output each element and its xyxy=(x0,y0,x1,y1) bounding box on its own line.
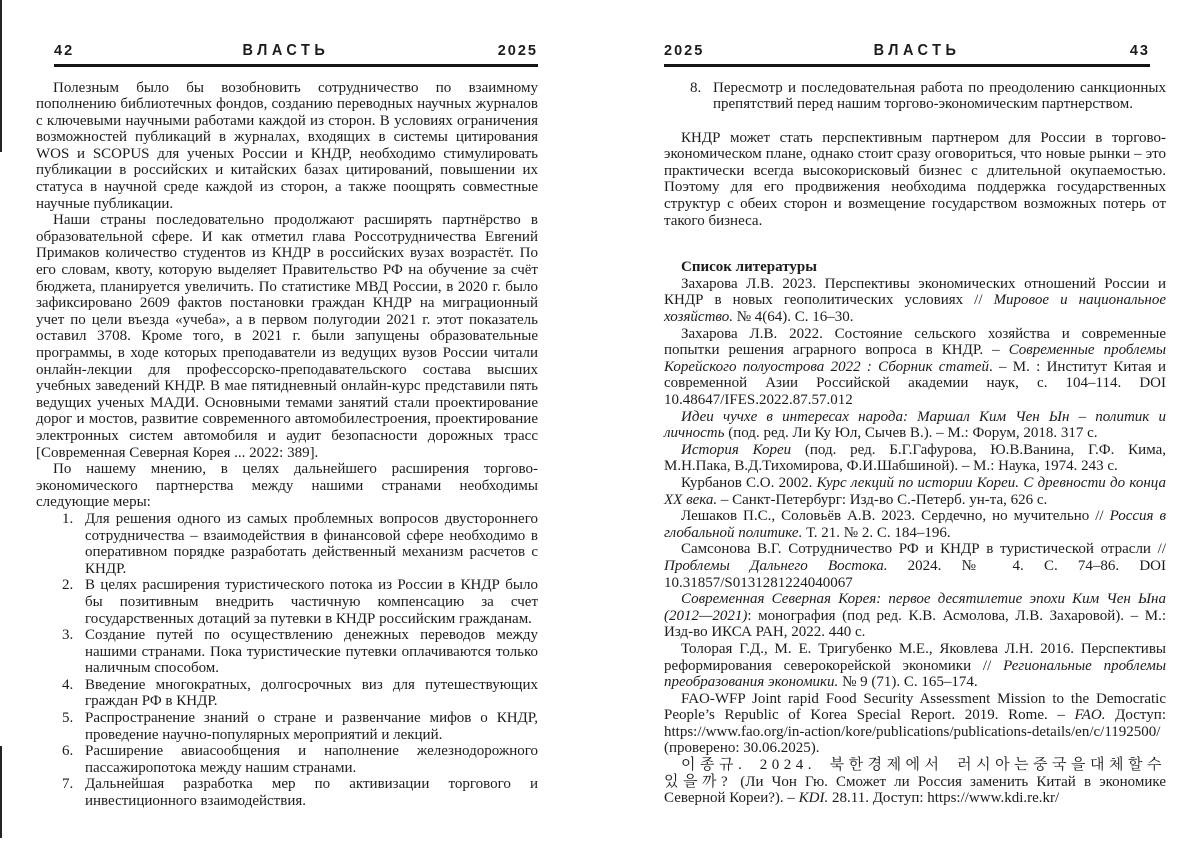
reference-text: Толорая Г.Д., М. Е. Тригубенко М.Е., Яковлева Л.Н. 2016. Перспективы реформирования северокорейской экономики // xyxy=(664,640,1166,674)
reference-entry xyxy=(664,641,1166,691)
list-item-text: В целях расширения туристического потока из России в КНДР было бы позитивным внедрить частичную компенсацию за счет государственных дотаций за путевки в КНДР российским гражданам. xyxy=(85,577,538,627)
reference-text: (Ли Чон Гю. Сможет ли Россия заменить Китай в экономике Северной Кореи?). – xyxy=(664,773,1166,807)
reference-text: (под. ред. Ли Ку Юл, Сычев В.). – М.: Форум, 2018. 317 с. xyxy=(724,425,1098,442)
reference-title-italic: История Кореи xyxy=(681,441,792,458)
reference-text: № 4(64). С. 16–30. xyxy=(732,309,854,326)
reference-entry xyxy=(664,541,1166,591)
year-left: 2025 xyxy=(497,43,538,59)
reference-title-italic: Идеи чучхе в интересах народа: Маршал Ким Чен Ын – политик и личность xyxy=(664,408,1166,442)
reference-entry xyxy=(664,409,1166,442)
reference-title-italic: Россия в глобальной политике. xyxy=(664,508,1166,541)
list-item-text: Пересмотр и последовательная работа по преодолению санкционных препятствий перед нашим торгово-экономическим партнерством. xyxy=(713,79,1166,113)
list-item xyxy=(36,511,538,577)
list-item xyxy=(36,743,538,776)
page-header-left xyxy=(54,44,538,67)
reference-title-italic: Проблемы Дальнего Востока. xyxy=(664,557,888,574)
list-item-number: 5. xyxy=(62,710,74,727)
reference-text: 이종규. 2024. 북한경제에서 러시아는중국을대체할수 있을까? xyxy=(664,757,1166,790)
left-paragraphs xyxy=(36,80,538,511)
journal-title-left: ВЛАСТЬ xyxy=(242,42,330,60)
reference-entry xyxy=(664,508,1166,541)
reference-text: (под. ред. Б.Г.Гафурова, Ю.В.Ванина, Г.Ф. Кима, М.Н.Пака, В.Д.Тихомирова, Ф.И.Шабшиной). – М.: Наука, 1974. 243 с. xyxy=(664,441,1166,475)
list-item-number: 1. xyxy=(62,510,74,527)
reference-text: № 9 (71). С. 165–174. xyxy=(838,674,978,691)
list-item-number: 4. xyxy=(62,676,74,693)
journal-title-right: ВЛАСТЬ xyxy=(873,42,961,60)
reference-entry xyxy=(664,276,1166,326)
list-item-number: 3. xyxy=(62,627,74,644)
list-item-text: Для решения одного из самых проблемных вопросов двустороннего сотрудничества – взаимодействия в финансовой сфере необходимо в оперативном порядке разработать действенный механизм расчетов с КНДР. xyxy=(85,510,538,577)
list-item xyxy=(36,627,538,677)
reference-title-italic: Курс лекций по истории Кореи. С древности до конца XX века. xyxy=(664,474,1166,508)
list-item-text: Введение многократных, долгосрочных виз для путешествующих граждан РФ в КНДР. xyxy=(85,676,538,710)
reference-title-italic: Современная Северная Корея: первое десятилетие эпохи Ким Чен Ына (2012—2021) xyxy=(664,591,1166,624)
reference-entry xyxy=(664,326,1166,409)
right-numbered-list xyxy=(664,80,1166,113)
reference-text: Доступ: https://www.fao.org/in-action/kore/publications/publications-details/en/c/1192500/ (проверено: 30.06.2025). xyxy=(664,707,1166,757)
page-number-left: 42 xyxy=(54,43,75,59)
list-item-text: Распространение знаний о стране и развенчание мифов о КНДР, проведение научно-популярных мероприятий и лекций. xyxy=(85,710,538,743)
reference-text: – Санкт-Петербург: Изд-во С.-Петерб. ун-та, 626 с. xyxy=(717,491,1048,508)
list-item xyxy=(36,776,538,809)
page-body-right xyxy=(664,80,1166,807)
reference-text: FAO-WFP Joint rapid Food Security Assessment Mission to the Democratic People’s Republic of Korea Special Report. 2019. Rome. – xyxy=(664,690,1166,724)
list-item xyxy=(36,710,538,743)
reference-text: 28.11. Доступ: https://www.kdi.re.kr/ xyxy=(828,790,1060,807)
reference-title-italic: KDI. xyxy=(798,790,829,807)
reference-text: : монография (под ред. К.В. Асмолова, Л.В. Захаровой). – М.: Изд-во ИКСА РАН, 2022. 440 с. xyxy=(664,607,1166,641)
reference-entry xyxy=(664,757,1166,807)
references-heading: Список литературы xyxy=(681,259,817,276)
list-item-number: 7. xyxy=(62,776,74,793)
reference-entry xyxy=(664,475,1166,508)
reference-entry xyxy=(664,591,1166,641)
list-item-number: 2. xyxy=(62,577,74,594)
list-item-text: Расширение авиасообщения и наполнение железнодорожного пассажиропотока между нашим странами. xyxy=(85,743,538,776)
reference-title-italic: Мировое и национальное хозяйство. xyxy=(664,292,1166,326)
reference-text: 2024. № 4. С. 74–86. DOI 10.31857/S0131281224040067 xyxy=(664,557,1166,591)
list-item-number: 8. xyxy=(690,79,702,96)
reference-text: Захарова Л.В. 2022. Состояние сельского хозяйства и современные попытки решения аграрного вопроса в КНДР. – xyxy=(664,325,1166,359)
page-43 xyxy=(600,0,1200,852)
reference-title-italic: Региональные проблемы преобразования экономики. xyxy=(664,657,1166,691)
reference-text: Курбанов С.О. 2002. xyxy=(681,474,817,491)
paragraph: Наши страны последовательно продолжают расширять партнёрство в образовательной сфере. И как отметил глава Россотрудничества Евгений Примаков количество студентов из КНДР в российских вузах возрастёт. По его словам, квоту, которую выделяет Правительство РФ на обучение за счёт бюджета, планируется увеличить. По статистике МВД России, в 2020 г. было зафиксировано 2609 фактов постановки граждан КНДР на миграционный учет по цели въезда «учеба», а в первом полугодии 2021 г. этот показатель оставил 3708. Кроме того, в 2021 г. были запущены образовательные программы, в ходе которых преподаватели из ведущих вузов России читали онлайн-лекции для профессорско-преподавательского состава высших учебных заведений КНДР. В мае пятидневный онлайн-курс представили пять ведущих ученых МАДИ. Основными темами занятий стали проектирование дорог и мостов, развитие современного автомобилестроения, проектирование электронных систем автомобиля и аудит безопасности дорожных трасс [Современная Северная Корея ... 2022: 389]. xyxy=(36,212,538,461)
page-header-right xyxy=(664,44,1150,67)
paragraph: Полезным было бы возобновить сотрудничество по взаимному пополнению библиотечных фондов, созданию переводных научных журналов с ключевыми научными работами каждой из сторон. В условиях ограничения возможностей публикаций в журналах, входящих в системы цитирования WOS и SCOPUS для ученых России и КНДР, необходимо стимулировать публикации в российских и китайских базах цитирований, повышении их статуса в научной среде каждой из сторон, а также поощрять совместные научные публикации. xyxy=(36,79,538,212)
left-numbered-list xyxy=(36,511,538,810)
page-number-right: 43 xyxy=(1129,43,1150,59)
reference-entry xyxy=(664,691,1166,757)
references-list xyxy=(664,276,1166,807)
page-body-left xyxy=(36,80,538,810)
reference-title-italic: Современные проблемы Корейского полуострова 2022 : Сборник статей xyxy=(664,342,1166,375)
list-item-number: 6. xyxy=(62,743,74,760)
reference-text: Самсонова В.Г. Сотрудничество РФ и КНДР в туристической отрасли // xyxy=(681,541,1166,558)
reference-text: . – М. : Институт Китая и современной Азии Российской академии наук, с. 104–114. DOI 10.48647/IFES.2022.87.57.012 xyxy=(664,358,1167,408)
list-item-text: Создание путей по осуществлению денежных переводов между нашими странами. Пока туристические путевки оплачиваются только наличным способом. xyxy=(85,627,538,677)
reference-text: Захарова Л.В. 2023. Перспективы экономических отношений России и КНДР в новых геополитических условиях // xyxy=(664,275,1166,309)
list-item-text: Дальнейшая разработка мер по активизации торгового и инвестиционного взаимодействия. xyxy=(85,776,538,810)
paragraph: КНДР может стать перспективным партнером для России в торгово-экономическом плане, однако стоит сразу оговориться, что новые рынки – это практически всегда высокорисковый бизнес с длительной окупаемостью. Поэтому для его продвижения необходима поддержка государственных структур с обеих сторон и возмещение государством возможных потерь от такого бизнеса. xyxy=(664,129,1166,229)
year-right: 2025 xyxy=(664,43,705,59)
list-item xyxy=(36,677,538,710)
reference-entry xyxy=(664,442,1166,475)
reference-text: Лешаков П.С., Соловьёв А.В. 2023. Сердечно, но мучительно // xyxy=(681,508,1110,525)
reference-text: Т. 21. № 2. С. 184–196. xyxy=(802,524,951,541)
paragraph: По нашему мнению, в целях дальнейшего расширения торгово-экономического партнерства между нашими странами необходимы следующие меры: xyxy=(36,461,538,511)
list-item xyxy=(36,577,538,627)
reference-title-italic: FAO. xyxy=(1074,707,1106,724)
list-item xyxy=(664,80,1166,113)
